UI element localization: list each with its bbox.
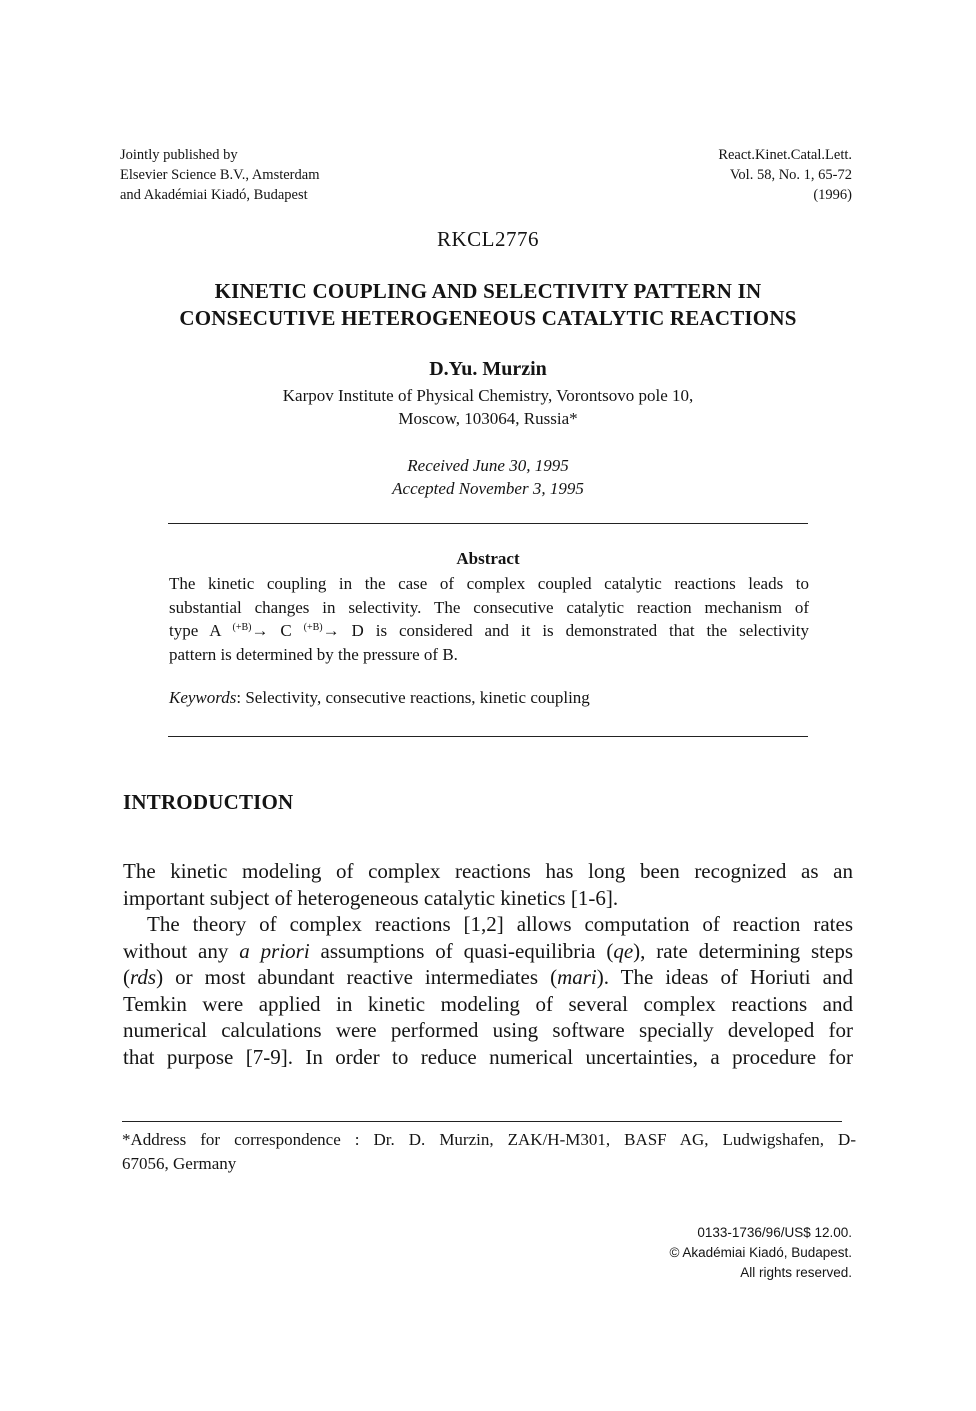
footnote-line: *Address for correspondence : Dr. D. Murzin, ZAK/H-M301, BASF AG, Ludwigshafen, D-	[122, 1130, 856, 1149]
body-italic-run: qe	[613, 938, 634, 963]
abstract-line-reaction	[169, 619, 809, 643]
publisher-line: and Akadémiai Kiadó, Budapest	[120, 187, 308, 203]
body-text-run: ) or most abundant reactive intermediates (	[156, 965, 558, 989]
body-line: that purpose [7-9]. In order to reduce numerical uncertainties, a procedure for	[123, 1044, 853, 1069]
body-italic-run: mari	[557, 965, 597, 989]
body-text-run: (	[123, 965, 130, 989]
publisher-line: Elsevier Science B.V., Amsterdam	[120, 167, 320, 183]
publisher-info	[120, 145, 319, 205]
affiliation	[0, 384, 976, 430]
body-text-run: ), rate determining steps	[633, 938, 854, 963]
body-italic-run: a priori	[239, 938, 310, 963]
abstract-line: pattern is determined by the pressure of B.	[169, 644, 458, 664]
article-code: RKCL2776	[436, 227, 539, 251]
affiliation-line: Moscow, 103064, Russia*	[398, 409, 578, 428]
abstract-top-rule	[168, 523, 808, 524]
body-line	[123, 938, 853, 965]
copyright-block	[669, 1223, 852, 1283]
journal-line: Vol. 58, No. 1, 65-72	[729, 167, 852, 183]
dates	[0, 454, 976, 500]
reaction-text: → D is considered and it is demonstrated that the selectivity	[322, 621, 810, 640]
body-line: numerical calculations were performed using software specially developed for	[123, 1018, 853, 1042]
footnote	[122, 1128, 856, 1176]
reaction-superscript: (+B)	[232, 622, 252, 633]
abstract-bottom-rule	[168, 736, 808, 737]
body-line: The kinetic modeling of complex reactions has long been recognized as an	[123, 859, 853, 883]
reaction-text: type A	[169, 621, 233, 640]
author-name: D.Yu. Murzin	[429, 358, 547, 380]
footnote-rule	[122, 1121, 842, 1122]
reaction-superscript: (+B)	[303, 622, 323, 633]
body-text-run: assumptions of quasi-equilibria (	[309, 938, 614, 963]
body-text-run: ). The ideas of Horiuti and	[596, 965, 853, 989]
accepted-date: Accepted November 3, 1995	[392, 479, 584, 498]
title-line: KINETIC COUPLING AND SELECTIVITY PATTERN IN	[214, 279, 762, 303]
rights-reserved: All rights reserved.	[740, 1265, 852, 1280]
copyright-holder: © Akadémiai Kiadó, Budapest.	[669, 1245, 852, 1260]
received-date: Received June 30, 1995	[407, 456, 569, 475]
abstract-heading: Abstract	[456, 549, 520, 568]
introduction-text	[123, 858, 853, 1070]
body-line: The theory of complex reactions [1,2] allows computation of reaction rates	[147, 912, 853, 936]
publisher-line: Jointly published by	[120, 147, 238, 163]
journal-line: (1996)	[813, 187, 852, 203]
journal-citation	[718, 145, 852, 205]
title-line: CONSECUTIVE HETEROGENEOUS CATALYTIC REACTIONS	[179, 306, 797, 330]
journal-line: React.Kinet.Catal.Lett.	[718, 147, 852, 163]
abstract-line: The kinetic coupling in the case of complex coupled catalytic reactions leads to	[169, 574, 809, 593]
body-line: important subject of heterogeneous catalytic kinetics [1-6].	[123, 885, 619, 910]
paper-title	[0, 278, 976, 332]
abstract-text	[169, 572, 809, 666]
keywords-text: : Selectivity, consecutive reactions, kinetic coupling	[236, 688, 590, 707]
keywords-label: Keywords	[169, 688, 237, 707]
footnote-line: 67056, Germany	[122, 1154, 237, 1173]
affiliation-line: Karpov Institute of Physical Chemistry, Vorontsovo pole 10,	[282, 386, 694, 405]
reaction-text: → C	[251, 621, 304, 640]
issn-price: 0133-1736/96/US$ 12.00.	[697, 1225, 852, 1240]
body-line: Temkin were applied in kinetic modeling of several complex reactions and	[123, 991, 853, 1016]
body-text-run: without any	[123, 938, 240, 963]
body-line	[123, 964, 853, 991]
body-italic-run: rds	[130, 965, 157, 989]
keywords	[169, 688, 590, 708]
introduction-heading: INTRODUCTION	[123, 790, 294, 814]
abstract-line: substantial changes in selectivity. The consecutive catalytic reaction mechanism of	[169, 597, 809, 617]
